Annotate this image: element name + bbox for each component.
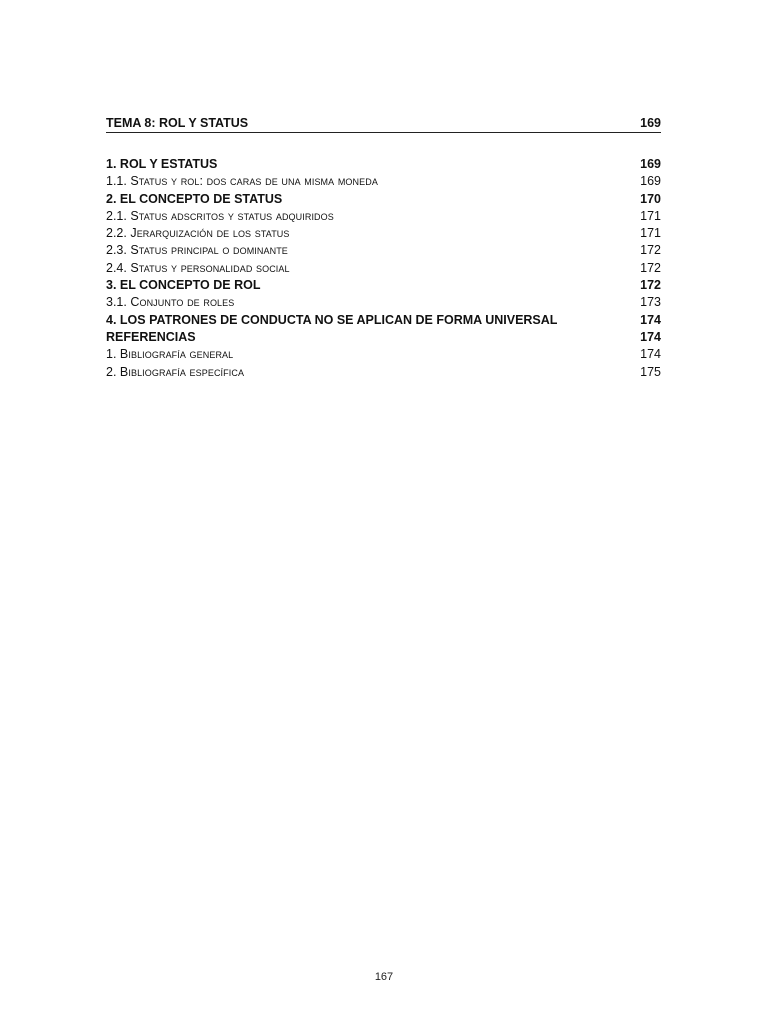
toc-header [106,115,661,133]
toc-entry-label [106,191,282,208]
toc-entry[interactable] [106,294,661,311]
toc-entry-title: LOS PATRONES DE CONDUCTA NO SE APLICAN DE FORMA UNIVERSAL [119,312,558,327]
toc-entry-page: 172 [640,260,661,275]
toc-entry[interactable] [106,329,661,346]
toc-entry-label [106,156,217,173]
toc-entry-page: 172 [640,243,661,258]
toc-entry-number: 2.1. [106,208,127,223]
toc-entry-title: Jerarquización de los status [130,226,290,241]
table-of-contents [106,115,661,381]
toc-entry-title: Bibliografía específica [119,364,245,379]
toc-entry-page: 170 [640,191,661,206]
toc-entry-label [106,294,234,311]
toc-entry-label [106,364,244,381]
toc-entry-number: 4. [106,312,117,327]
toc-entry-title: Status principal o dominante [130,243,288,258]
page-number: 167 [374,971,394,983]
toc-entry-page: 171 [640,226,661,241]
toc-entry-number: 1. [106,157,117,171]
toc-entry-page: 174 [640,312,661,327]
toc-entry-page: 174 [640,347,661,362]
toc-entry-number: 1. [106,347,117,362]
toc-entry-number: 2.4. [106,260,127,275]
toc-entry[interactable] [106,208,661,225]
toc-entry-title: ROL Y ESTATUS [119,157,218,171]
toc-entry[interactable] [106,156,661,173]
toc-entry-label [106,225,290,242]
toc-entry-page: 171 [640,208,661,223]
toc-entry[interactable] [106,312,661,329]
toc-entry[interactable] [106,277,661,294]
toc-entry-title: Conjunto de roles [130,295,235,310]
toc-entry[interactable] [106,242,661,259]
toc-entry-label [106,208,334,225]
toc-entries [106,156,661,381]
toc-entry-label [106,260,290,277]
toc-entry[interactable] [106,260,661,277]
toc-entry-page: 173 [640,295,661,310]
toc-entry[interactable] [106,346,661,363]
toc-entry-label [106,329,196,346]
toc-entry-label [106,173,378,190]
toc-entry-title: EL CONCEPTO DE ROL [119,278,261,293]
toc-entry-page: 169 [640,157,661,171]
toc-entry[interactable] [106,173,661,190]
toc-entry[interactable] [106,191,661,208]
toc-entry-title: Status y rol: dos caras de una misma moneda [130,174,378,189]
toc-entry-page: 172 [640,278,661,293]
toc-entry[interactable] [106,225,661,242]
toc-entry-label [106,346,233,363]
toc-entry-number: 2.3. [106,243,127,258]
toc-entry-number: 2. [106,191,117,206]
toc-entry-label [106,242,288,259]
toc-entry-number: 3.1. [106,295,127,310]
toc-entry-title: Status adscritos y status adquiridos [130,208,334,223]
toc-entry-title: Status y personalidad social [130,260,290,275]
toc-entry-label [106,312,557,329]
toc-header-title: TEMA 8: ROL Y STATUS [106,116,249,130]
toc-entry-page: 175 [640,364,661,379]
toc-entry-number: 1.1. [106,174,127,189]
toc-entry-number: 3. [106,278,117,293]
toc-entry-page: 169 [640,174,661,189]
toc-entry[interactable] [106,364,661,381]
toc-entry-label [106,277,260,294]
toc-entry-title: Bibliografía general [119,347,234,362]
toc-header-page: 169 [640,116,661,130]
toc-entry-page: 174 [640,329,661,344]
toc-entry-title: EL CONCEPTO DE STATUS [119,191,283,206]
toc-entry-number: 2. [106,364,117,379]
toc-entry-title: REFERENCIAS [106,329,196,344]
toc-entry-number: 2.2. [106,226,127,241]
